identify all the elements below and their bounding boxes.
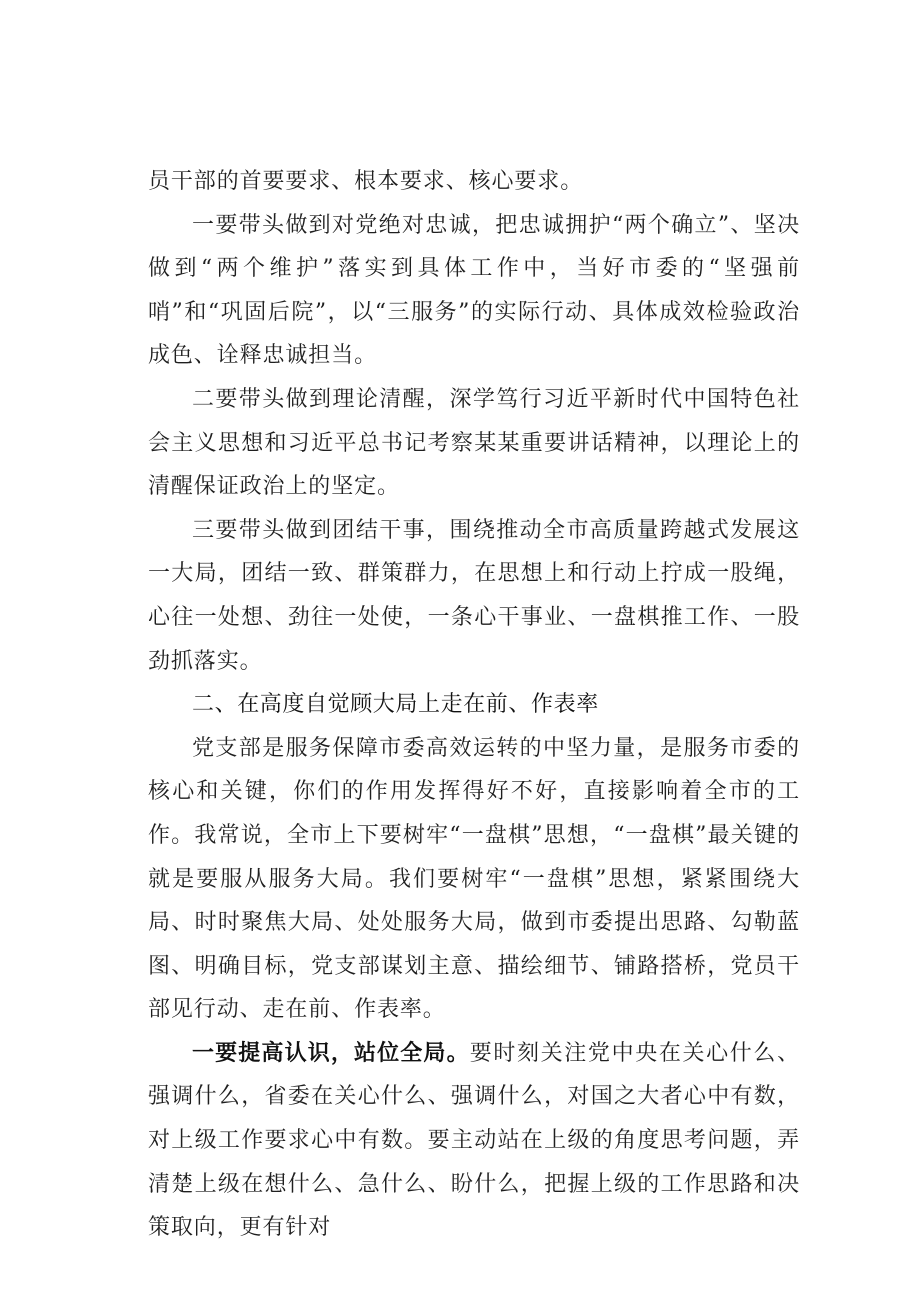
paragraph-continuation: 员干部的首要要求、根本要求、核心要求。 [148,169,584,194]
paragraph-party-branch: 党支部是服务保障市委高效运转的中坚力量，是服务市委的核心和关键，你们的作用发挥得好不好，直接影响着全市的工作。我常说，全市上下要树牢“一盘棋”思想，“一盘棋”最关键的就是要服从服务大局。我们要树牢“一盘棋”思想，紧紧围绕大局、时时聚焦大局、处处服务大局，做到市委提出思路、勾勒蓝图、明确目标，党支部谋划主意、描绘细节、铺路搭桥，党员干部见行动、走在前、作表率。 [148,735,800,1023]
paragraph-overall-view [148,1032,800,1250]
paragraph-body-text: 要时刻关注党中央在关心什么、强调什么，省委在关心什么、强调什么，对国之大者心中有数，对上级工作要求心中有数。要主动站在上级的角度思考问题，弄清楚上级在想什么、急什么、盼什么，把握上级的工作思路和决策取向，更有针对 [148,1040,800,1241]
section-heading-2: 二、在高度自觉顾大局上走在前、作表率 [192,692,599,718]
document-body [148,160,800,1250]
paragraph-loyalty: 一要带头做到对党绝对忠诚，把忠诚拥护“两个确立”、坚决做到“两个维护”落实到具体工作中，当好市委的“坚强前哨”和“巩固后院”，以“三服务”的实际行动、具体成效检验政治成色、诠释忠诚担当。 [148,212,800,369]
paragraph-unity: 三要带头做到团结干事，围绕推动全市高质量跨越式发展这一大局，团结一致、群策群力，在思想上和行动上拧成一股绳，心往一处想、劲往一处使，一条心干事业、一盘棋推工作、一股劲抓落实。 [148,517,800,674]
paragraph-lead-bold: 一要提高认识，站位全局。 [192,1040,470,1066]
paragraph-theory: 二要带头做到理论清醒，深学笃行习近平新时代中国特色社会主义思想和习近平总书记考察某某重要讲话精神，以理论上的清醒保证政治上的坚定。 [148,386,800,500]
